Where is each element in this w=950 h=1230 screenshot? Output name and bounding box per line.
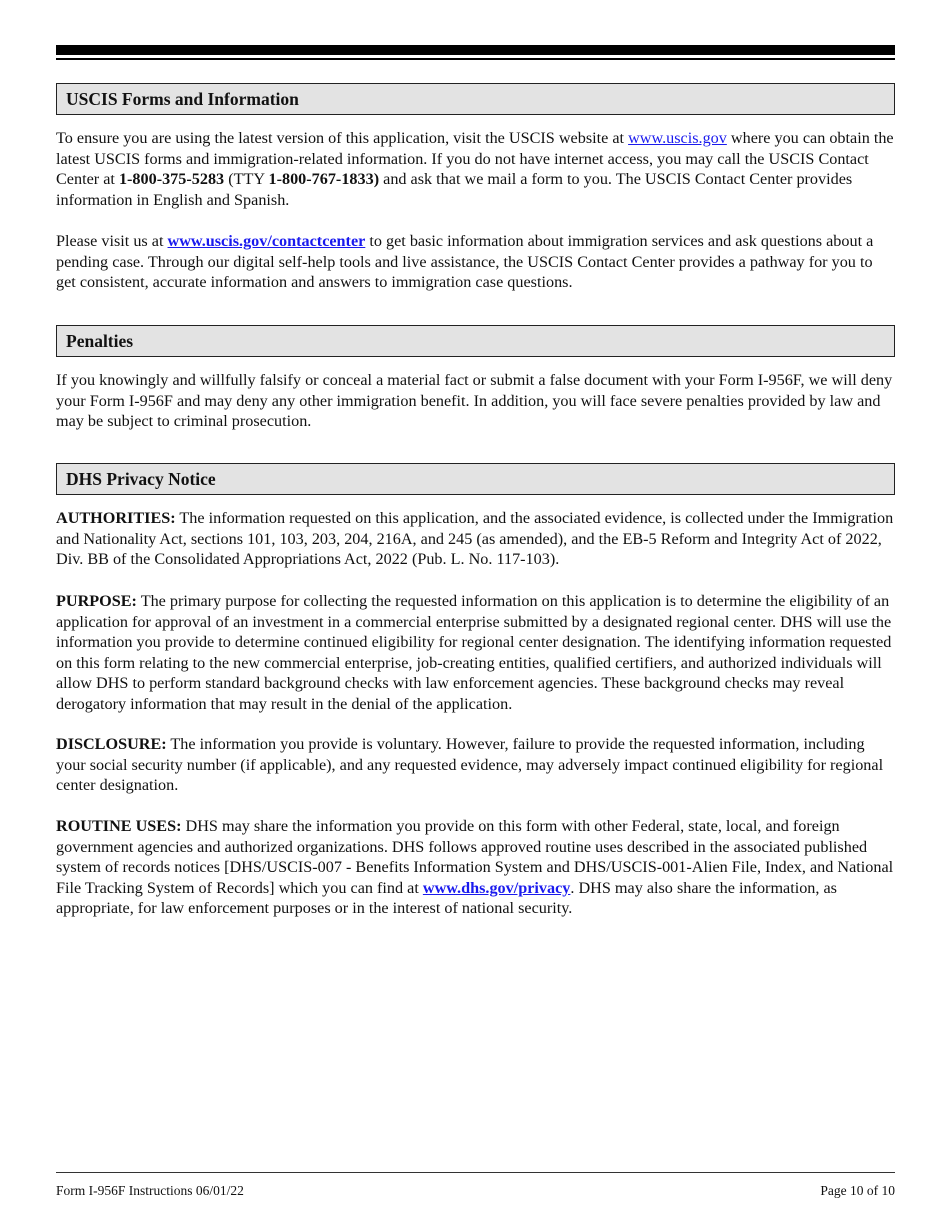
section-header-privacy xyxy=(56,463,895,495)
header-rule-thick xyxy=(56,45,895,55)
uscis-website-link[interactable]: www.uscis.gov xyxy=(628,129,727,147)
section-header-penalties xyxy=(56,325,895,357)
footer-page-number: Page 10 of 10 xyxy=(820,1183,895,1198)
tty-phone: 1-800-767-1833) xyxy=(268,170,380,188)
paragraph-contact-center: Please visit us at www.uscis.gov/contactcenter to get basic information about immigration services and ask questions about a pending case. Through our digital self-help tools and live assistance, the USCIS Contact Center provides a pathway for you to get consistent, accurate information and answers to immigration case questions. xyxy=(56,232,874,291)
paragraph-latest-version: To ensure you are using the latest version of this application, visit the USCIS website at www.uscis.gov where you can obtain the latest USCIS forms and immigration-related information. If you do not have internet access, you may call the USCIS Contact Center at 1-800-375-5283 (TTY 1-800-767-1833) and ask that we mail a form to you. The USCIS Contact Center provides information in English and Spanish. xyxy=(56,129,894,209)
section-title: USCIS Forms and Information xyxy=(66,89,299,109)
contact-center-phone: 1-800-375-5283 xyxy=(118,170,225,188)
section-title: DHS Privacy Notice xyxy=(66,469,216,489)
contact-center-link[interactable]: www.uscis.gov/contactcenter xyxy=(167,232,366,250)
paragraph-routine-uses: ROUTINE USES: DHS may share the information you provide on this form with other Federal, state, local, and foreign government agencies and authorized organizations. DHS follows approved routine uses described in the associated published system of records notices [DHS/USCIS-007 - Benefits Information System and DHS/USCIS-001-Alien File, Index, and National File Tracking System of Records] which you can find at www.dhs.gov/privacy. DHS may also share the information, as appropriate, for law enforcement purposes or in the interest of national security. xyxy=(56,817,894,917)
footer-rule xyxy=(56,1172,895,1173)
section-header-forms-info xyxy=(56,83,895,115)
paragraph-disclosure: DISCLOSURE: The information you provide is voluntary. However, failure to provide the requested information, including your social security number (if applicable), and any requested evidence, may adversely impact continued eligibility for regional center designation. xyxy=(56,735,884,794)
paragraph-penalties: If you knowingly and willfully falsify or conceal a material fact or submit a false document with your Form I-956F, we will deny your Form I-956F and may deny any other immigration benefit. In addition, you will face severe penalties provided by law and may be subject to criminal prosecution. xyxy=(56,371,893,430)
document-page xyxy=(56,0,895,1230)
dhs-privacy-link[interactable]: www.dhs.gov/privacy xyxy=(422,878,571,897)
paragraph-authorities: AUTHORITIES: The information requested on this application, and the associated evidence, is collected under the Immigration and Nationality Act, sections 101, 103, 203, 204, 216A, and 245 (as amended), and the EB-5 Reform and Integrity Act of 2022, Div. BB of the Consolidated Appropriations Act, 2022 (Pub. L. No. 117-103). xyxy=(56,509,894,568)
section-title: Penalties xyxy=(66,331,134,351)
footer-form-id: Form I-956F Instructions 06/01/22 xyxy=(56,1183,244,1198)
paragraph-purpose: PURPOSE: The primary purpose for collecting the requested information on this application is to determine the eligibility of an application for approval of an investment in a commercial enterprise submitted by a designated regional center. DHS will use the information you provide to determine continued eligibility for regional center designation. The identifying information requested on this form relating to the new commercial enterprise, job-creating entities, qualified certifiers, and authorized individuals will allow DHS to perform standard background checks with law enforcement agencies. These background checks may reveal derogatory information that may result in the denial of the application. xyxy=(56,592,892,713)
header-rule-thin xyxy=(56,58,895,60)
